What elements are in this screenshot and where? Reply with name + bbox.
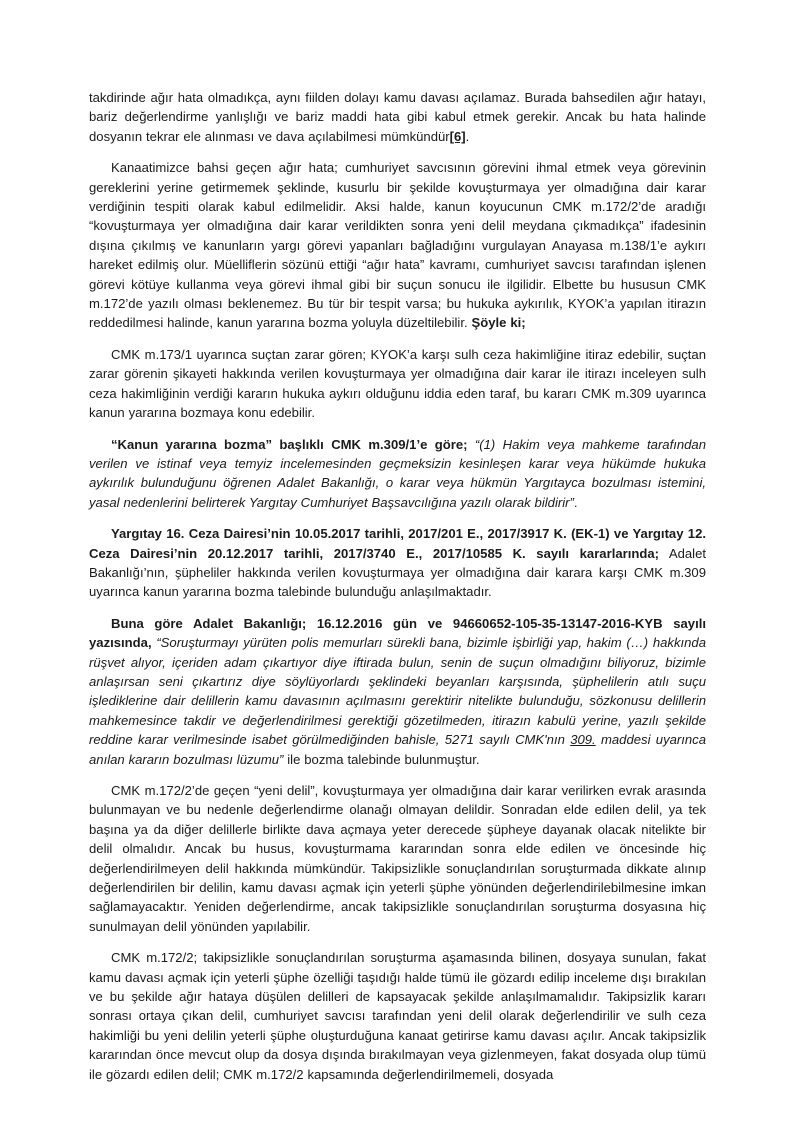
paragraph-2-text: Kanaatimizce bahsi geçen ağır hata; cumhuriyet savcısının görevini ihmal etmek veya görevinin gereklerini yerine getirmemek şeklinde, kusurlu bir şekilde kovuşturmaya yer olmadığına dair karar verdiğinin tespiti olarak kabul edilmelidir. Aksi halde, kanun koyucunun CMK m.172/2’de aradığı “kovuşturmaya yer olmadığına dair karar verildikten sonra yeni delil meydana çıkmadıkça” ifadesinin dışına çıkılmış ve kanunların yargı görevi yapanları bağladığını vurgulayan Anayasa m.138/1’e aykırı hareket edilmiş olur. Müelliflerin sözünü ettiği “ağır hata” kavramı, cumhuriyet savcısı tarafından işlenen görevi kötüye kullanma veya görevi ihmal gibi bir suçun sonucu ile ilgilidir. Elbette bu hususun CMK m.172’de yazılı olması beklenemez. Bu tür bir tespit varsa; bu hukuka aykırılık, KYOK’a yapılan itirazın reddedilmesi halinde, kanun yararına bozma yoluyla düzeltilebilir.: [89, 160, 706, 331]
footnote-reference-6[interactable]: [6]: [449, 128, 466, 144]
paragraph-2-emphasis: Şöyle ki;: [471, 315, 526, 331]
paragraph-7-text: CMK m.172/2’de geçen “yeni delil”, kovuşturmaya yer olmadığına dair karar verilirken evrak arasında bulunmayan ve bu nedenle değerlendirme olanağı olmayan delildir. Sonradan elde edilen delil, ya tek başına ya da diğer delillerle birlikte dava açmaya yeter derecede şüpheye dayanak olacak nitelikte bir delil olmalıdır. Ancak bu husus, kovuşturmama kararından sonra elde edilen ve öncesinde hiç değerlendirilmeyen delil hakkında mümkündür. Takipsizlikle sonuçlandırılan soruşturmada dikkate alınıp değerlendirilen bir delilin, kamu davası açmak için yeterli şüphe yönünden değerlendirilebilmesine imkan sağlamayacaktır. Yeniden değerlendirme, ancak takipsizlikle sonuçlandırılan soruşturma dosyasına hiç sunulmayan delil yönünden yapılabilir.: [89, 783, 706, 934]
paragraph-8: [89, 948, 706, 1084]
paragraph-1-tail: .: [465, 128, 470, 144]
paragraph-1: [89, 88, 706, 146]
paragraph-6-quote-tail: maddesi uyarınca anılan kararın bozulması lüzumu”: [89, 732, 707, 767]
paragraph-5-text: Adalet Bakanlığı’nın, şüpheliler hakkında verilen kovuşturmaya yer olmadığına dair karara karşı CMK m.309 uyarınca kanun yararına bozma talebinde bulunduğu anlaşılmaktadır.: [89, 545, 706, 600]
paragraph-1-text: takdirinde ağır hata olmadıkça, aynı fiilden dolayı kamu davası açılamaz. Burada bahsedilen ağır hatayı, bariz değerlendirme yanlışlığı ve bariz maddi hata gibi kabul etmek gerekir. Ancak bu hata halinde dosyanın tekrar ele alınması ve dava açılabilmesi mümkündür: [89, 90, 706, 144]
paragraph-4-quote: “(1) Hakim veya mahkeme tarafından verilen ve istinaf veya temyiz incelemesinden geçmeksizin kesinleşen karar veya hükümde hukuka aykırılık bulunduğunu öğrenen Adalet Bakanlığı, o karar veya hükmün Yargıtayca bozulması istemini, yasal nedenlerini belirterek Yargıtay Cumhuriyet Başsavcılığına yazılı olarak bildirir”: [89, 436, 706, 510]
paragraph-8-text: CMK m.172/2; takipsizlikle sonuçlandırılan soruşturma aşamasında bilinen, dosyaya sunulan, fakat kamu davası açmak için yeterli şüphe özelliği taşıdığı halde tümü ile gözardı edilip inceleme dışı bırakılan ve bu şekilde ağır hataya düşülen delilleri de kapsayacak şekilde anlaşılmamalıdır. Takipsizlik kararı sonrası ortaya çıkan delil, cumhuriyet savcısı tarafından yeni delil olarak değerlendirilir ve sulh ceza hakimliği bu yeni delilin yeterli şüphe oluşturduğuna kanaat getirirse kamu davası açılır. Ancak takipsizlik kararından önce mevcut olup da dosya dışında bırakılmayan veya gizlenmeyen, fakat dosyada olup tümü ile gözardı edilen delil; CMK m.172/2 kapsamında değerlendirilmemeli, dosyada: [89, 950, 706, 1082]
paragraph-4: [89, 435, 706, 513]
paragraph-5: [89, 524, 706, 602]
paragraph-3-text: CMK m.173/1 uyarınca suçtan zarar gören; KYOK’a karşı sulh ceza hakimliğine itiraz edebilir, suçtan zarar görenin şikayeti hakkında verilen kovuşturmaya yer olmadığına dair karar ile itirazı inceleyen sulh ceza hakimliğinin verdiği kararın hukuka aykırı olduğunu iddia eden taraf, bu kararı CMK m.309 uyarınca kanun yararına bozmaya konu edebilir.: [89, 346, 706, 421]
paragraph-6-tail: ile bozma talebinde bulunmuştur.: [283, 751, 480, 767]
paragraph-5-citation: Yargıtay 16. Ceza Dairesi’nin 10.05.2017 tarihli, 2017/201 E., 2017/3917 K. (EK-1) ve Yargıtay 12. Ceza Dairesi’nin 20.12.2017 tarihli, 2017/3740 E., 2017/10585 K. sayılı kararlarında;: [89, 526, 706, 561]
paragraph-6-article-number: 309.: [570, 732, 596, 748]
paragraph-6-lead: Buna göre Adalet Bakanlığı; 16.12.2016 gün ve 94660652-105-35-13147-2016-KYB sayılı yazısında,: [89, 615, 706, 651]
document-body: [89, 88, 706, 1084]
paragraph-2: [89, 158, 706, 333]
paragraph-6-quote: “Soruşturmayı yürüten polis memurları sürekli bana, bizimle işbirliği yap, hakim (…) hakkında rüşvet alıyor, içeriden adam çıkartıyor diye iftirada bulun, senin de suçun olmadığını biliyoruz, bizimle anlaşırsan seni çıkartırız diye söylüyorlardı şeklindeki beyanları karşısında, şüphelilerin atılı suçu işlediklerine dair delillerin kamu davasının açılmasını gerektirir nitelikte bulunduğu, sözkonusu delillerin mahkemesince takdir ve değerlendirilmesi gerektiği gözetilmeden, itirazın kabulü yerine, yazılı şekilde reddine karar verilmesinde isabet görülmediğinden bahisle, 5271 sayılı CMK'nın: [89, 635, 706, 748]
paragraph-4-heading: “Kanun yararına bozma” başlıklı CMK m.309/1’e göre;: [111, 436, 468, 452]
paragraph-3: [89, 345, 706, 423]
paragraph-6: [89, 614, 706, 769]
paragraph-4-tail: .: [573, 494, 578, 510]
paragraph-7: [89, 781, 706, 936]
